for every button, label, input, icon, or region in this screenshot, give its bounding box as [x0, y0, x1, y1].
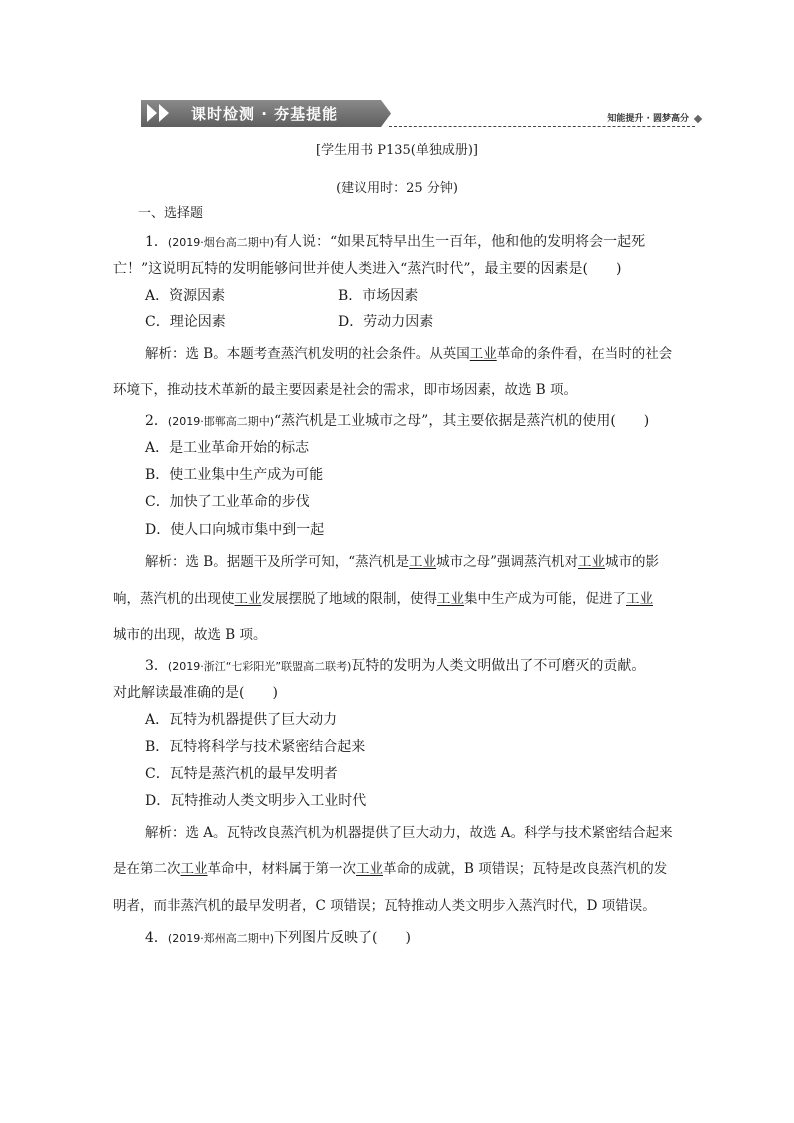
- q1-analysis-term: 工业: [469, 346, 497, 362]
- time-hint: (建议用时：25 分钟): [336, 181, 458, 196]
- q2-analysis-text: 城市的影: [605, 554, 660, 570]
- q2-analysis-term: 工业: [578, 554, 606, 570]
- q1-number: 1．: [145, 234, 168, 250]
- q1-analysis-line2: 环境下，推动技术革新的最主要因素是社会的需求，即市场因素，故选 B 项。: [113, 382, 578, 398]
- q2-number: 2．: [145, 413, 168, 429]
- q2-analysis-term: 工业: [409, 554, 437, 570]
- chevron-right-icon: [159, 104, 169, 122]
- q2-analysis-text: 集中生产成为可能，促进了: [464, 591, 626, 607]
- section-title: 一、选择题: [138, 206, 204, 221]
- q4-stem: [145, 929, 411, 948]
- chevron-right-icon: [147, 104, 157, 122]
- q2-analysis-line1: [145, 553, 659, 571]
- q2-option-b: B．使工业集中生产成为可能: [145, 467, 324, 483]
- q4-number: 4．: [145, 930, 168, 946]
- q2-paren-close: ): [643, 413, 650, 429]
- q1-stem-line1: [145, 233, 645, 252]
- q3-source: (2019·浙江“七彩阳光”联盟高二联考): [167, 660, 352, 673]
- q3-option-d: D．瓦特推动人类文明步入工业时代: [145, 793, 367, 809]
- q1-option-d: D．劳动力因素: [338, 314, 434, 330]
- q2-analysis-text: 城市之母”强调蒸汽机对: [436, 554, 579, 570]
- q3-analysis-line1: 解析：选 A。瓦特改良蒸汽机为机器提供了巨大动力，故选 A。科学与技术紧密结合起来: [145, 825, 673, 841]
- book-reference: [学生用书 P135(单独成册)]: [316, 143, 478, 158]
- q4-paren-close: ): [405, 930, 411, 946]
- q2-option-d: D．使人口向城市集中到一起: [145, 522, 325, 538]
- q4-stem-text: 下列图片反映了(: [274, 930, 378, 946]
- q1-option-a: A．资源因素: [145, 288, 226, 304]
- q1-stem-2: 亡！”这说明瓦特的发明能够问世并使人类进入“蒸汽时代”，最主要的因素是(: [113, 261, 588, 277]
- q3-option-c: C．瓦特是蒸汽机的最早发明者: [145, 766, 338, 782]
- q3-option-a: A．瓦特为机器提供了巨大动力: [145, 712, 338, 728]
- q1-stem-1: 有人说：“如果瓦特早出生一百年，他和他的发明将会一起死: [274, 234, 646, 250]
- q3-paren-close: ): [272, 685, 278, 701]
- q1-analysis-text: 革命的条件看，在当时的社会: [496, 346, 673, 362]
- q1-stem-line2: [113, 260, 621, 278]
- q3-stem-1: 瓦特的发明为人类文明做出了不可磨灭的贡献。: [351, 658, 646, 674]
- q1-analysis-text: 解析：选 B。本题考查蒸汽机发明的社会条件。从英国: [145, 346, 470, 362]
- q2-analysis-term: 工业: [437, 591, 464, 607]
- q2-analysis-text: 发展摆脱了地域的限制，使得: [261, 591, 437, 607]
- q2-analysis-term: 工业: [234, 591, 262, 607]
- q2-option-c: C．加快了工业革命的步伐: [145, 494, 310, 510]
- q2-analysis-text: 解析：选 B。据题干及所学可知，“蒸汽机是: [145, 554, 410, 570]
- q3-option-b: B．瓦特将科学与技术紧密结合起来: [145, 739, 366, 755]
- q3-stem-line1: [145, 657, 645, 676]
- q2-analysis-line3: 城市的出现，故选 B 项。: [113, 627, 267, 643]
- q3-stem-2: 对此解读最准确的是(: [113, 685, 245, 701]
- q2-option-a: A．是工业革命开始的标志: [145, 440, 310, 456]
- q3-analysis-text: 革命中，材料属于第一次: [207, 861, 356, 877]
- q2-analysis-term: 工业: [626, 591, 653, 607]
- q1-analysis-line1: [145, 345, 672, 363]
- q3-stem-line2: [113, 684, 278, 702]
- q2-source: (2019·邯郸高二期中): [167, 415, 274, 428]
- banner-divider: [389, 126, 695, 127]
- q1-option-c: C．理论因素: [145, 314, 226, 330]
- q3-analysis-line2: [113, 860, 667, 878]
- q3-analysis-text: 革命的成就，B 项错误；瓦特是改良蒸汽机的发: [383, 861, 668, 877]
- q3-analysis-term: 工业: [356, 861, 383, 877]
- banner-slogan: 知能提升 · 圆梦高分: [607, 114, 689, 124]
- q1-paren-close: ): [615, 261, 622, 277]
- q2-stem: [145, 412, 649, 431]
- section-banner: [141, 100, 701, 130]
- q4-source: (2019·郑州高二期中): [167, 932, 274, 945]
- q3-analysis-line3: 明者，而非蒸汽机的最早发明者，C 项错误；瓦特推动人类文明步入蒸汽时代，D 项错误。: [113, 898, 656, 914]
- q3-number: 3．: [145, 658, 168, 674]
- q1-option-b: B．市场因素: [338, 288, 419, 304]
- diamond-icon: [694, 115, 702, 123]
- banner-title: 课时检测 · 夯基提能: [191, 105, 339, 123]
- q3-analysis-term: 工业: [180, 861, 208, 877]
- q1-source: (2019·烟台高二期中): [167, 236, 274, 249]
- q3-analysis-text: 是在第二次: [113, 861, 181, 877]
- q2-stem-text: “蒸汽机是工业城市之母”，其主要依据是蒸汽机的使用(: [274, 413, 616, 429]
- q2-analysis-text: 响，蒸汽机的出现使: [113, 591, 235, 607]
- q2-analysis-line2: [113, 590, 653, 608]
